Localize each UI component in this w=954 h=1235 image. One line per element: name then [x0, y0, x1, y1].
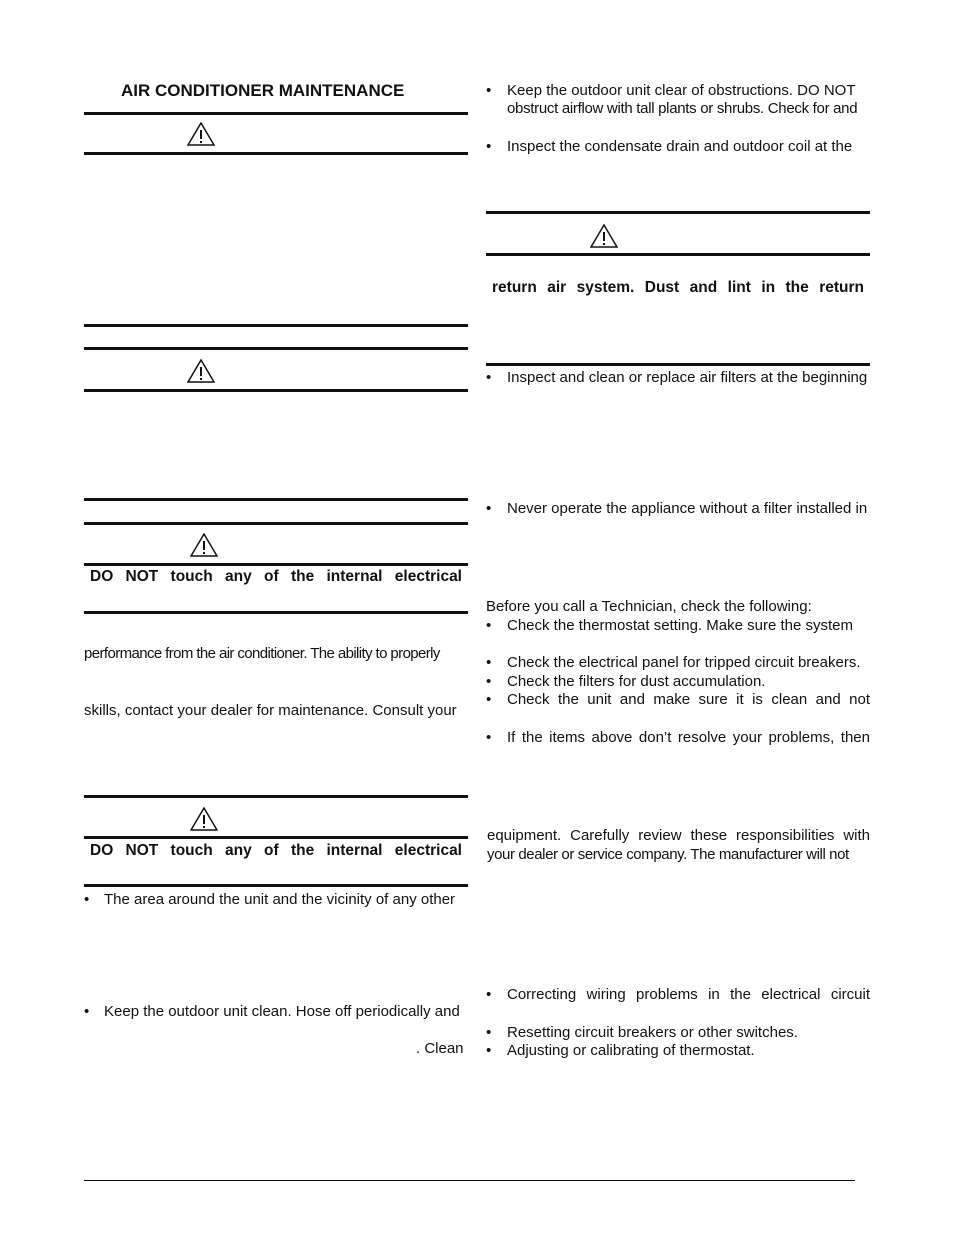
bullet-item: Inspect and clean or replace air filters at the beginning [507, 369, 868, 386]
bullet-mark: • [486, 82, 492, 99]
bullet-mark: • [84, 1003, 90, 1020]
checklist-item: Check the thermostat setting. Make sure the system [507, 617, 853, 634]
footer-rule [84, 1180, 855, 1181]
warning-rule-end [84, 611, 468, 614]
bullet-mark: • [84, 891, 90, 908]
bullet-item-continued: obstruct airflow with tall plants or shrubs. Check for and [507, 100, 858, 117]
responsibility-item: Resetting circuit breakers or other switches. [507, 1024, 798, 1041]
body-paragraph: equipment. Carefully review these responsibilities with [487, 827, 870, 844]
bullet-mark: • [486, 1042, 492, 1059]
bullet-item: The area around the unit and the vicinity of any other [104, 891, 456, 908]
body-paragraph: skills, contact your dealer for maintenance. Consult your [84, 702, 457, 719]
warning-rule-bottom [84, 836, 468, 839]
bullet-mark: • [486, 691, 492, 708]
bullet-item: Inspect the condensate drain and outdoor coil at the [507, 138, 853, 155]
bullet-item: Keep the outdoor unit clear of obstructions. DO NOT [507, 82, 856, 99]
warning-text: DO NOT touch any of the internal electrical [90, 568, 462, 585]
text-fragment: . Clean [416, 1040, 464, 1057]
body-paragraph: your dealer or service company. The manufacturer will not [487, 846, 849, 863]
warning-rule-bottom [486, 253, 870, 256]
bullet-item: Never operate the appliance without a filter installed in [507, 500, 868, 517]
warning-icon [590, 224, 618, 248]
bullet-item: Keep the outdoor unit clean. Hose off periodically and [104, 1003, 460, 1020]
warning-rule-top [84, 112, 468, 115]
bullet-mark: • [486, 500, 492, 517]
responsibility-item: Correcting wiring problems in the electrical circuit [507, 986, 870, 1003]
warning-rule-bottom [84, 152, 468, 155]
warning-rule-end [486, 363, 870, 366]
checklist-item: Check the electrical panel for tripped circuit breakers. [507, 654, 861, 671]
bullet-mark: • [486, 986, 492, 1003]
checklist-item: Check the unit and make sure it is clean and not [507, 691, 870, 708]
responsibility-item: Adjusting or calibrating of thermostat. [507, 1042, 755, 1059]
bullet-mark: • [486, 1024, 492, 1041]
warning-text: return air system. Dust and lint in the return [492, 279, 864, 296]
warning-icon [187, 359, 215, 383]
bullet-mark: • [486, 617, 492, 634]
warning-rule-top [84, 522, 468, 525]
bullet-mark: • [486, 654, 492, 671]
bullet-mark: • [486, 138, 492, 155]
warning-rule-bottom [84, 563, 468, 566]
warning-icon [187, 122, 215, 146]
warning-rule-end [84, 324, 468, 327]
checklist-item: If the items above don’t resolve your problems, then [507, 729, 870, 746]
bullet-mark: • [486, 369, 492, 386]
bullet-mark: • [486, 673, 492, 690]
warning-text: DO NOT touch any of the internal electrical [90, 842, 462, 859]
warning-rule-top [84, 347, 468, 350]
warning-rule-end [84, 498, 468, 501]
section-heading: AIR CONDITIONER MAINTENANCE [121, 81, 405, 100]
warning-icon [190, 533, 218, 557]
warning-rule-top [84, 795, 468, 798]
body-paragraph: performance from the air conditioner. The ability to properly [84, 645, 440, 662]
warning-rule-end [84, 884, 468, 887]
warning-rule-bottom [84, 389, 468, 392]
checklist-intro: Before you call a Technician, check the following: [486, 598, 812, 615]
checklist-item: Check the filters for dust accumulation. [507, 673, 766, 690]
bullet-mark: • [486, 729, 492, 746]
warning-rule-top [486, 211, 870, 214]
warning-icon [190, 807, 218, 831]
